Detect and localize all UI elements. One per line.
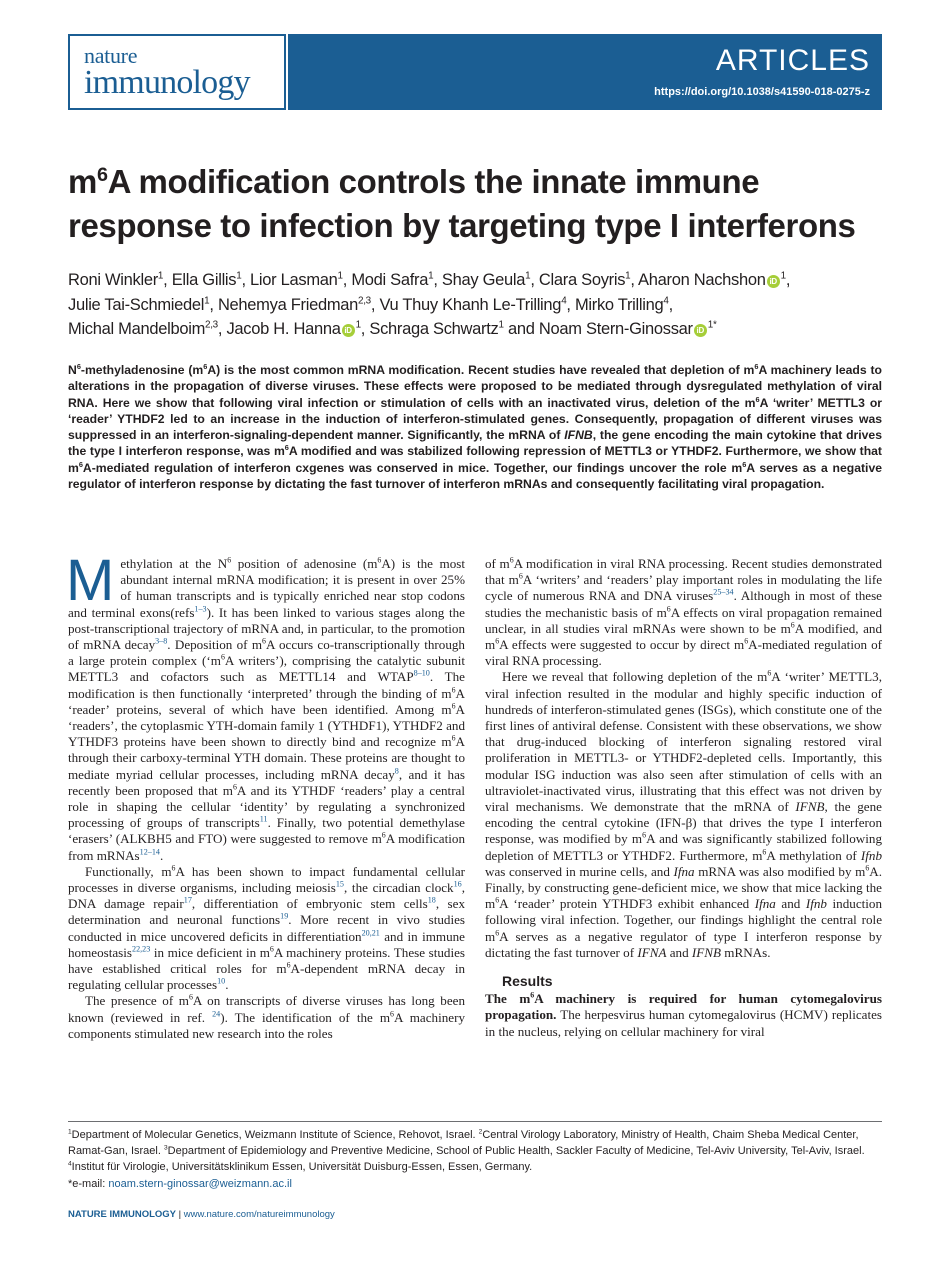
citation-link[interactable]: 12–14 [139,847,160,857]
author-affil-sup: 1 [157,270,164,282]
body-text: Functionally, m [85,863,172,879]
sup-6: 6 [188,993,193,1003]
body-text: A on transcripts of diverse viruses has long been known (reviewed in ref. [68,993,465,1025]
sup-6: 6 [666,604,671,614]
journal-url-link[interactable]: www.nature.com/natureimmunology [183,1209,335,1220]
body-text: was conserved in murine cells, and [485,863,674,879]
abstract-text: A) is the most common mRNA modification. Recent studies have revealed that depletion of m [207,363,755,377]
body-text: The herpesvirus human cytomegalovirus (HCMV) replicates in the nucleus, relying on cellular machinery for viral [485,1007,882,1039]
body-text: mRNAs. [721,944,771,960]
sup-6: 6 [742,459,747,469]
gene-name: IFNB [691,944,721,960]
sup-6: 6 [642,831,647,841]
gene-name: IFNA [637,944,667,960]
title-line1: A modification controls the innate immune [107,163,760,200]
body-text: A ‘reader’ proteins, several of which have been identified. Among m [68,685,465,717]
author-name[interactable]: Vu Thuy Khanh Le-Trilling [379,295,562,314]
body-text: in mice deficient in m [150,944,270,960]
author-name[interactable]: Shay Geula [441,271,526,289]
body-text: . The modification is then functionally ‘interpreted’ through the binding of m [68,669,465,701]
abstract-text: A modified and was stabilized following repression of METTL3 or YTHDF2. Furthermore, we show that m [68,444,882,475]
journal-footer [68,1209,335,1220]
body-paragraph [66,548,466,864]
author-list: Roni Winkler$^1$, Ella Gillis$^1$, Lior Lasman$^1$, Modi Safra$^1$, Shay Geula$^1$, Clara Soyris$^1$, Aharon Nachshon iD $^1$, Julie Tai-Schmiedel$^1$, Nehemya Friedman$^{2,3}$, Vu Thuy Khanh Le-Trilling$^4$, Mirko Trilling$^4$, Michal Mandelboim$^{2,3}$, Jacob H. Hanna iD $^1$, Schraga Schwartz$^1$ and Noam Stern-Ginossar iD $^{1*}$ [68,270,791,338]
sup-6: 6 [269,944,274,954]
author-affil-sup: 2,3 [205,319,218,331]
journal-name: NATURE IMMUNOLOGY [68,1209,177,1220]
author-affil-sup: 4 [561,295,567,306]
drop-cap: M [66,548,115,613]
title-line2: response to infection by targeting type I interferons [68,207,856,244]
runin-text: A machinery is required for human cytomegalovirus propagation. [485,991,882,1023]
citation-link[interactable]: 8–10 [413,669,430,679]
sup-6: 6 [203,361,208,371]
abstract-n: N [68,363,77,377]
author-name[interactable]: Aharon Nachshon [638,271,766,289]
sup-6: 6 [451,685,456,695]
body-text: A. Finally, by constructing gene-deficient mice, we show that mice lacking the m [485,863,882,912]
body-text: and [666,944,692,960]
sup-6: 6 [518,571,523,581]
footnote-divider [68,1121,882,1122]
citation-link[interactable]: 8 [394,766,399,776]
body-text: , and it has recently been proposed that m [68,766,465,798]
sup-6: 6 [509,555,514,565]
author-name[interactable]: Jacob H. Hanna [226,320,341,338]
abstract-text: A ‘writer’ METTL3 or ‘reader’ YTHDF2 led to an increase in the induction of interferon-stimulated genes. Consequently, propagation of different viruses was suppressed in an interferon-signaling-dependent manner. Significantly, the mRNA of [68,395,883,443]
sup-6: 6 [495,636,500,646]
sup-6: 6 [755,394,760,404]
body-text: , DNA damage repair [68,880,465,912]
abstract-text: A machinery leads to alterations in the propagation of diverse viruses. These effects were proposed to be mediated through dysregulated methylation of viral RNA. Here we show that following viral infection or stimulation of cells with an inactivated virus, deletion of the m [68,363,882,410]
body-text: A modification in viral RNA processing. Recent studies demonstrated that m [485,556,883,588]
body-text: A effects on viral propagation remained unclear, in all studies viral mRNAs were shown to be m [485,604,882,636]
body-text: A occurs co-transcriptionally through a large protein complex (‘m [68,637,465,669]
sup-6: 6 [227,555,232,565]
body-text: A methylation of [766,847,861,863]
body-text: of m [485,556,510,571]
author-name[interactable]: Nehemya Friedman [217,295,359,314]
author-affil-sup: 1* [707,319,717,331]
author-name[interactable]: Lior Lasman [250,271,338,289]
author-name[interactable]: Ella Gillis [171,271,237,289]
body-text: and [775,896,806,912]
body-text: A ‘writer’ METTL3, viral infection resulted in the modular and highly specific induction of hundreds of interferon-stimulated genes (ISGs), which constitute one of the first lines of antiviral defense. Consistent with these observations, we show that drug-induced blocking of interferon signaling restored viral proliferation in METTL3- or YTHDF2-depleted cells. Importantly, this modular ISG induction was also seen after stimulation of cells with an ultraviolet-inactivated virus, illustrating that this effect was not driven by viral mechanisms. We demonstrate that the mRNA of [485,669,882,815]
body-text: ). It has been linked to various stages along the post-transcriptional trajectory of mRNA and, in particular, to the promotion of mRNA decay [68,604,465,653]
body-text: A ‘writers’ and ‘readers’ play important roles in modulating the life cycle of numerous RNA and DNA viruses [485,572,883,604]
journal-logo[interactable] [68,34,286,110]
author-affil-sup: 1 [355,319,361,331]
citation-link[interactable]: 22,23 [132,944,151,954]
body-text: A ‘readers’, the cytoplasmic YTH-domain family 1 (YTHDF1), YTHDF2 and YTHDF3 proteins have been shown to directly bind and recognize m [68,701,465,750]
email-label: *e-mail: [68,1177,109,1190]
sup-6: 6 [495,928,500,938]
body-text: , the gene encoding the central cytokine (IFN-β) that drives the type I interferon response, was modified by m [485,799,882,847]
affil-sup: 3 [163,1144,168,1152]
gene-name: Ifnb [860,847,882,863]
author-and: and [507,320,535,338]
body-text: and in immune homeostasis [68,928,465,960]
citation-link[interactable]: 3–8 [155,636,168,646]
body-text: A-dependent mRNA decay in regulating cellular processes [68,961,466,993]
body-text: . More recent in vivo studies conducted in mice uncovered deficits in differentiation [68,912,465,944]
sup-6: 6 [262,636,266,646]
abstract-text: A serves as a negative regulator of interferon response by dictating the fast turnover of interferon mRNAs and consequently facilitating viral propagation. [68,460,882,492]
body-paragraph [68,993,465,1042]
sup-6: 6 [171,863,176,873]
citation-link[interactable]: 18 [427,895,436,905]
author-name[interactable]: Schraga Schwartz [369,320,499,338]
author-affil-sup: 1 [498,319,504,331]
runin-text: The m [485,991,531,1007]
body-text: . [225,977,229,993]
body-text: ). The identification of the m [220,1009,391,1025]
sup-6: 6 [286,960,291,970]
body-text: position of adenosine (m [231,556,378,571]
author-name[interactable]: Mirko Trilling [574,295,664,314]
sup-6: 6 [377,555,382,565]
abstract-text: A-mediated regulation of interferon cxgenes was conserved in mice. Together, our findings uncover the role m [82,460,743,475]
body-text: . Although in most of these studies the mechanistic basis of m [485,588,882,620]
citation-link[interactable]: 17 [183,895,192,905]
author-affil-sup: 2,3 [358,295,371,306]
author-name[interactable]: Clara Soyris [538,271,626,289]
sup-6: 6 [530,990,535,1000]
body-text: A machinery proteins. These studies have established critical roles for m [68,944,465,977]
citation-link[interactable]: 24 [212,1009,221,1019]
affil-sup: 2 [478,1128,483,1136]
sup-6: 6 [390,1009,394,1019]
body-text: Here we reveal that following depletion of the m [502,669,768,685]
sup-6: 6 [754,361,759,371]
abstract [68,362,882,492]
body-text: . [159,847,164,863]
body-text: A-mediated regulation of viral RNA processing. [485,637,882,669]
body-text: induction following viral infection. Together, our findings highlight the central role m [485,896,883,944]
author-affil-sup: 1 [236,270,242,282]
citation-link[interactable]: 20,21 [361,928,380,938]
body-text: , sex determination and neuronal functions [68,896,466,928]
author-affil-sup: 4 [663,295,669,306]
gene-name: Ifna [673,863,695,879]
author-name[interactable]: Noam Stern-Ginossar [538,320,693,338]
body-paragraph [485,669,882,961]
sup-6: 6 [790,620,795,630]
doi-link[interactable]: https://doi.org/10.1038/s41590-018-0275-z [654,86,870,98]
citation-link[interactable]: 10 [217,976,226,986]
footer-separator: | [176,1209,184,1220]
author-name[interactable]: Roni Winkler [68,271,158,289]
body-text: A has been shown to impact fundamental cellular processes in diverse organisms, including meiosis [68,863,465,896]
affil-sup: 1 [68,1128,72,1136]
gene-name: IFNB [795,799,825,815]
header-band [288,34,882,110]
author-affil-sup: 1 [525,270,531,282]
sup-6: 6 [762,847,767,857]
body-text: , the circadian clock [343,880,454,896]
abstract-text: -methyladenosine (m [80,363,204,377]
body-text: The presence of m [85,993,189,1009]
gene-name: Ifnb [805,896,827,912]
sup-6: 6 [451,733,456,743]
logo-immunology-text: immunology [84,64,250,101]
sup-6: 6 [284,443,289,453]
gene-name: IFNB [564,428,593,443]
body-text: A modification from mRNAs [68,831,465,863]
author-affil-sup: 1 [428,270,434,282]
affiliation-text: Central Virology Laboratory, Ministry of Health, Chaim Sheba Medical Center, Ramat-Gan, Israel. [68,1129,859,1158]
sup-6: 6 [232,782,237,792]
citation-link[interactable]: 16 [453,879,462,889]
article-title [68,160,898,248]
citation-link[interactable]: 19 [280,912,289,922]
orcid-icon[interactable]: iD [694,324,707,337]
sup-6: 6 [767,669,772,679]
body-text: A and was significantly stabilized following depletion of METTL3 or YTHDF2. Furthermore, m [485,831,882,863]
affiliations [68,1127,882,1192]
author-affil-sup: 1 [780,270,786,282]
body-text: . Finally, two potential demethylase ‘erasers’ (ALKBH5 and FTO) were suggested to remove m [68,815,465,847]
orcid-icon[interactable]: iD [767,275,780,288]
abstract-text: , the gene encoding the main cytokine that drives the type I interferon response, was m [68,428,882,459]
body-text: A through their carboxy-terminal YTH domain. These proteins are thought to mediate myriad cellular processes, including mRNA decay [68,734,465,782]
sup-6: 6 [451,701,456,711]
citation-link[interactable]: 15 [335,879,344,889]
title-m: m [68,163,97,200]
author-affil-sup: 1 [204,295,210,306]
body-text: A effects were suggested to occur by direct m [499,637,745,653]
body-column-right [485,556,882,1040]
body-paragraph [485,991,882,1040]
gene-name: Ifna [754,896,776,912]
author-affil-sup: 1 [625,270,631,282]
email-link[interactable]: noam.stern-ginossar@weizmann.ac.il [108,1177,292,1190]
body-text: , differentiation of embryonic stem cells [191,896,428,912]
affil-sup: 4 [68,1160,72,1168]
orcid-icon[interactable]: iD [342,324,355,337]
body-column-left [66,548,466,1042]
body-text: A ‘reader’ protein YTHDF3 exhibit enhanced [499,896,755,912]
section-label: ARTICLES [715,44,870,77]
citation-link[interactable]: 1–3 [194,604,207,614]
body-text: mRNA was also modified by m [694,863,866,879]
sup-6: 6 [78,459,83,469]
section-heading-results: Results [502,973,553,990]
body-text: A machinery components stimulated new research into the roles [68,1009,465,1041]
body-text: A writers’), comprising the catalytic subunit METTL3 and cofactors such as METTL14 and WTAP [68,653,465,685]
author-name[interactable]: Julie Tai-Schmiedel [68,295,205,314]
author-name[interactable]: Modi Safra [351,271,429,289]
author-name[interactable]: Michal Mandelboim [68,320,206,338]
affiliation-text: Department of Epidemiology and Preventive Medicine, School of Public Health, Sackler Faculty of Medicine, Tel-Aviv University, Tel-Aviv, Israel. [167,1145,865,1158]
body-text: A) is the most abundant internal mRNA modification; it is present in over 25% of human transcripts and is typically enriched near stop codons and terminal exons(refs [68,556,465,620]
title-sup: 6 [96,164,108,186]
body-text: A and its YTHDF ‘readers’ play a central role in shaping the cellular ‘identity’ by regulating a synchronized processing of groups of transcripts [68,782,466,831]
sup-6: 6 [76,361,81,371]
logo-nature-text: nature [84,43,138,68]
body-text: ethylation at the N [120,556,228,571]
sup-6: 6 [865,863,870,873]
affiliation-text: Institut für Virologie, Universitätsklinikum Essen, Universität Duisburg-Essen, Essen, Germany. [71,1161,533,1174]
body-text: A modified, and m [485,620,883,653]
affiliation-text: Department of Molecular Genetics, Weizmann Institute of Science, Rehovot, Israel. [71,1129,479,1141]
sup-6: 6 [495,895,500,905]
body-text: A serves as a negative regulator of type I interferon response by dictating the fast turnover of [485,928,882,960]
sup-6: 6 [744,636,749,646]
sup-6: 6 [220,652,225,662]
sup-6: 6 [381,831,386,841]
body-paragraph [68,864,465,994]
author-affil-sup: 1 [337,270,343,282]
body-paragraph [485,556,882,669]
body-text: . Deposition of m [167,637,262,653]
citation-link[interactable]: 25–34 [713,588,734,598]
citation-link[interactable]: 11 [259,814,268,824]
